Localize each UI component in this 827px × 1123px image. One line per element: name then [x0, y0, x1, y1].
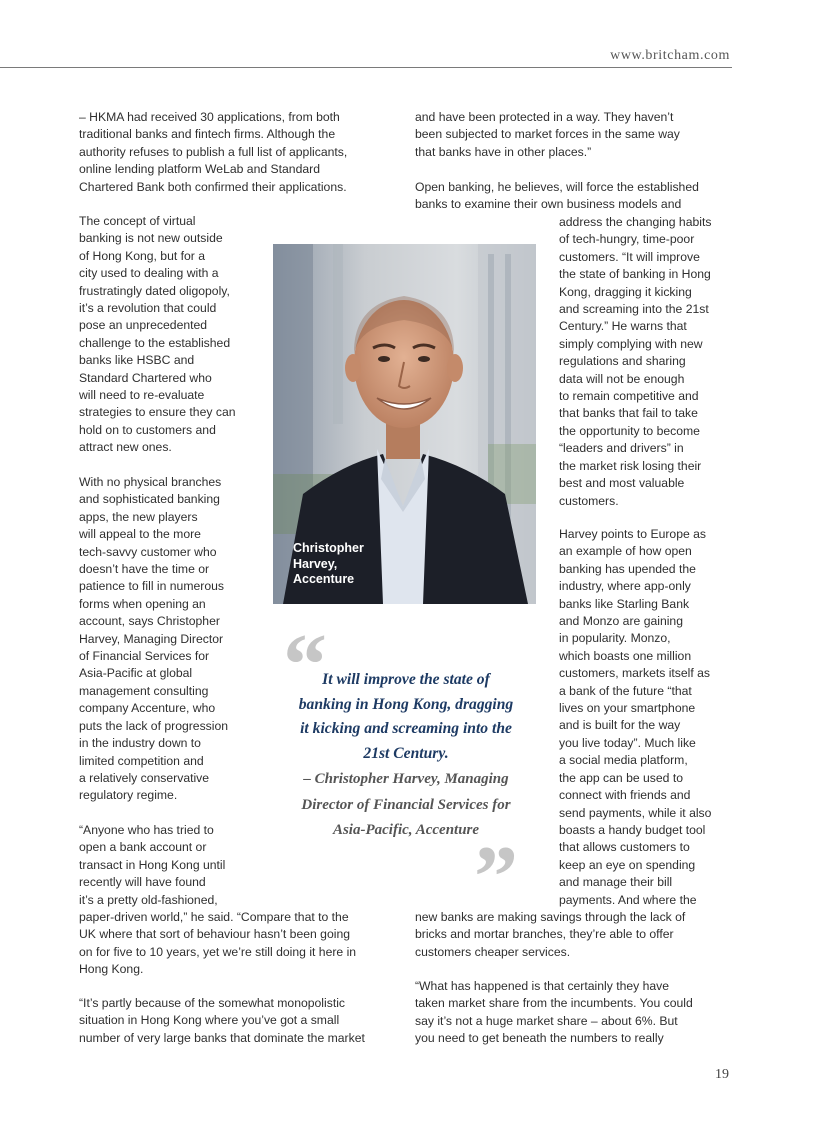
text-line: doesn’t have the time or	[79, 562, 210, 577]
left-para-3	[79, 474, 228, 805]
text-line: traditional banks and fintech firms. Although the	[79, 127, 336, 142]
open-quote-mark: “	[283, 617, 327, 714]
text-line: customers, markets itself as	[559, 666, 711, 681]
text-line: Century.” He warns that	[559, 319, 687, 334]
text-line: “Anyone who has tried to	[79, 823, 214, 837]
text-line: connect with friends and	[559, 788, 691, 803]
text-line: puts the lack of progression	[79, 718, 229, 733]
text-line: Standard Chartered who	[79, 370, 212, 385]
text-line: new banks are making savings through the lack of	[415, 910, 686, 924]
text-line: best and most valuable	[559, 476, 685, 491]
text-line: payments. And where the	[559, 892, 697, 907]
text-line: industry, where app-only	[559, 579, 691, 594]
text-line: The concept of virtual	[79, 214, 196, 228]
text-line: on for five to 10 years, yet we’re still doing it here in	[79, 944, 357, 959]
text-line: bricks and mortar branches, they’re able to offer	[415, 927, 674, 942]
text-line: Kong, dragging it kicking	[559, 284, 692, 299]
header-rule	[0, 67, 732, 68]
text-line: attract new ones.	[79, 440, 172, 455]
right-para-3-narrow	[559, 526, 711, 909]
text-line: banks like Starling Bank	[559, 596, 690, 611]
text-line: strategies to ensure they can	[79, 405, 236, 420]
text-line: and sophisticated banking	[79, 492, 220, 507]
text-line: a social media platform,	[559, 753, 688, 768]
text-line: that allows customers to	[559, 840, 690, 855]
text-line: an example of how open	[559, 544, 692, 559]
pull-quote	[279, 668, 533, 766]
text-line: city used to dealing with a	[79, 266, 219, 281]
text-line: Harvey, Managing Director	[79, 631, 224, 646]
text-line: situation in Hong Kong where you’ve got a small	[79, 1013, 340, 1028]
text-line: online lending platform WeLab and Standard	[79, 162, 320, 177]
text-line: Hong Kong.	[79, 962, 144, 977]
text-line: keep an eye on spending	[559, 857, 696, 872]
text-line: data will not be enough	[559, 371, 685, 386]
text-line: taken market share from the incumbents. You could	[415, 996, 693, 1011]
text-line: company Accenture, who	[79, 701, 216, 716]
text-line: the market risk losing their	[559, 458, 702, 473]
right-para-1	[415, 109, 680, 161]
text-line: forms when opening an	[79, 596, 206, 611]
text-line: it’s a pretty old-fashioned,	[79, 892, 218, 907]
text-line: which boasts one million	[559, 648, 692, 663]
text-line: in popularity. Monzo,	[559, 631, 671, 646]
quote-line: It will improve the state of	[322, 671, 490, 688]
text-line: account, says Christopher	[79, 614, 220, 629]
text-line: been subjected to market forces in the same way	[415, 127, 680, 142]
text-line: and Monzo are gaining	[559, 614, 683, 629]
quote-line: it kicking and screaming into the	[300, 720, 512, 738]
text-line: Asia-Pacific at global	[79, 666, 193, 681]
left-para-2	[79, 213, 236, 457]
text-line: challenge to the established	[79, 335, 231, 350]
text-line: customers.	[559, 493, 619, 508]
left-para-4	[79, 822, 356, 979]
text-line: simply complying with new	[559, 336, 703, 351]
text-line: – HKMA had received 30 applications, from both	[79, 110, 340, 124]
photo-caption	[293, 541, 403, 588]
text-line: banking has upended the	[559, 561, 696, 576]
right-para-2-wide	[415, 179, 699, 214]
text-line: boasts a handy budget tool	[559, 822, 706, 837]
text-line: Harvey points to Europe as	[559, 527, 707, 541]
text-line: say it’s not a huge market share – about 6%. But	[415, 1013, 678, 1028]
text-line: the app can be used to	[559, 770, 684, 785]
text-line: will appeal to the more	[79, 527, 201, 542]
text-line: authority refuses to publish a full list of applicants,	[79, 144, 348, 159]
text-line: the opportunity to become	[559, 423, 700, 438]
text-line: the state of banking in Hong	[559, 267, 711, 282]
text-line: a bank of the future “that	[559, 683, 692, 698]
portrait-photo	[273, 244, 536, 604]
text-line: “What has happened is that certainly they have	[415, 979, 670, 993]
text-line: regulations and sharing	[559, 354, 686, 369]
text-line: of Hong Kong, but for a	[79, 248, 206, 263]
text-line: apps, the new players	[79, 509, 198, 524]
text-line: regulatory regime.	[79, 788, 178, 803]
text-line: banks to examine their own business models and	[415, 197, 682, 212]
text-line: you live today”. Much like	[559, 735, 696, 750]
text-line: tech-savvy customer who	[79, 544, 217, 559]
text-line: of tech-hungry, time-poor	[559, 232, 695, 247]
text-line: send payments, while it also	[559, 805, 712, 820]
text-line: recently will have found	[79, 875, 206, 890]
text-line: number of very large banks that dominate the market	[79, 1030, 365, 1045]
text-line: and have been protected in a way. They haven’t	[415, 110, 674, 124]
text-line: it’s a revolution that could	[79, 301, 217, 316]
text-line: address the changing habits	[559, 215, 712, 229]
quote-line: 21st Century.	[363, 744, 449, 762]
text-line: limited competition and	[79, 753, 204, 768]
text-line: that banks have in other places.”	[415, 144, 592, 159]
text-line: transact in Hong Kong until	[79, 857, 226, 872]
text-line: will need to re-evaluate	[79, 388, 205, 403]
site-url[interactable]: www.britcham.com	[610, 48, 730, 63]
caption-line: Accenture	[293, 572, 355, 586]
text-line: and is built for the way	[559, 718, 681, 733]
page-number: 19	[715, 1067, 729, 1082]
quote-line: banking in Hong Kong, dragging	[298, 695, 514, 713]
text-line: banking is not new outside	[79, 231, 223, 246]
text-line: that banks that fail to take	[559, 406, 698, 421]
attribution-line: Director of Financial Services for	[301, 796, 511, 813]
text-line: to remain competitive and	[559, 389, 699, 404]
left-para-1	[79, 109, 347, 196]
attribution-line: Asia-Pacific, Accenture	[332, 822, 480, 838]
close-quote-mark: ”	[474, 829, 518, 926]
text-line: open a bank account or	[79, 840, 207, 855]
text-line: of Financial Services for	[79, 649, 210, 664]
text-line: a relatively conservative	[79, 770, 210, 785]
text-line: and screaming into the 21st	[559, 302, 709, 317]
right-para-3-wide	[415, 909, 685, 961]
left-para-5	[79, 995, 365, 1047]
attribution-line: – Christopher Harvey, Managing	[303, 771, 509, 787]
text-line: With no physical branches	[79, 475, 222, 489]
text-line: frustratingly dated oligopoly,	[79, 283, 230, 298]
text-line: patience to fill in numerous	[79, 579, 224, 594]
right-para-4	[415, 978, 693, 1048]
text-line: you need to get beneath the numbers to really	[415, 1031, 664, 1046]
text-line: customers cheaper services.	[415, 944, 571, 959]
text-line: “leaders and drivers” in	[559, 441, 684, 456]
text-line: hold on to customers and	[79, 422, 216, 437]
text-line: in the industry down to	[79, 736, 201, 751]
right-para-2-narrow	[559, 214, 711, 510]
text-line: UK where that sort of behaviour hasn’t been going	[79, 927, 351, 942]
text-line: paper-driven world,” he said. “Compare that to the	[79, 910, 349, 925]
text-line: and manage their bill	[559, 875, 673, 890]
text-line: “It’s partly because of the somewhat monopolistic	[79, 996, 346, 1010]
text-line: customers. “It will improve	[559, 249, 700, 264]
text-line: banks like HSBC and	[79, 353, 195, 368]
caption-line: Harvey,	[293, 556, 338, 571]
text-line: management consulting	[79, 683, 209, 698]
text-line: Chartered Bank both confirmed their applications.	[79, 179, 347, 194]
text-line: pose an unprecedented	[79, 318, 208, 333]
text-line: lives on your smartphone	[559, 701, 696, 716]
caption-line: Christopher	[293, 541, 364, 555]
text-line: Open banking, he believes, will force the established	[415, 180, 699, 194]
